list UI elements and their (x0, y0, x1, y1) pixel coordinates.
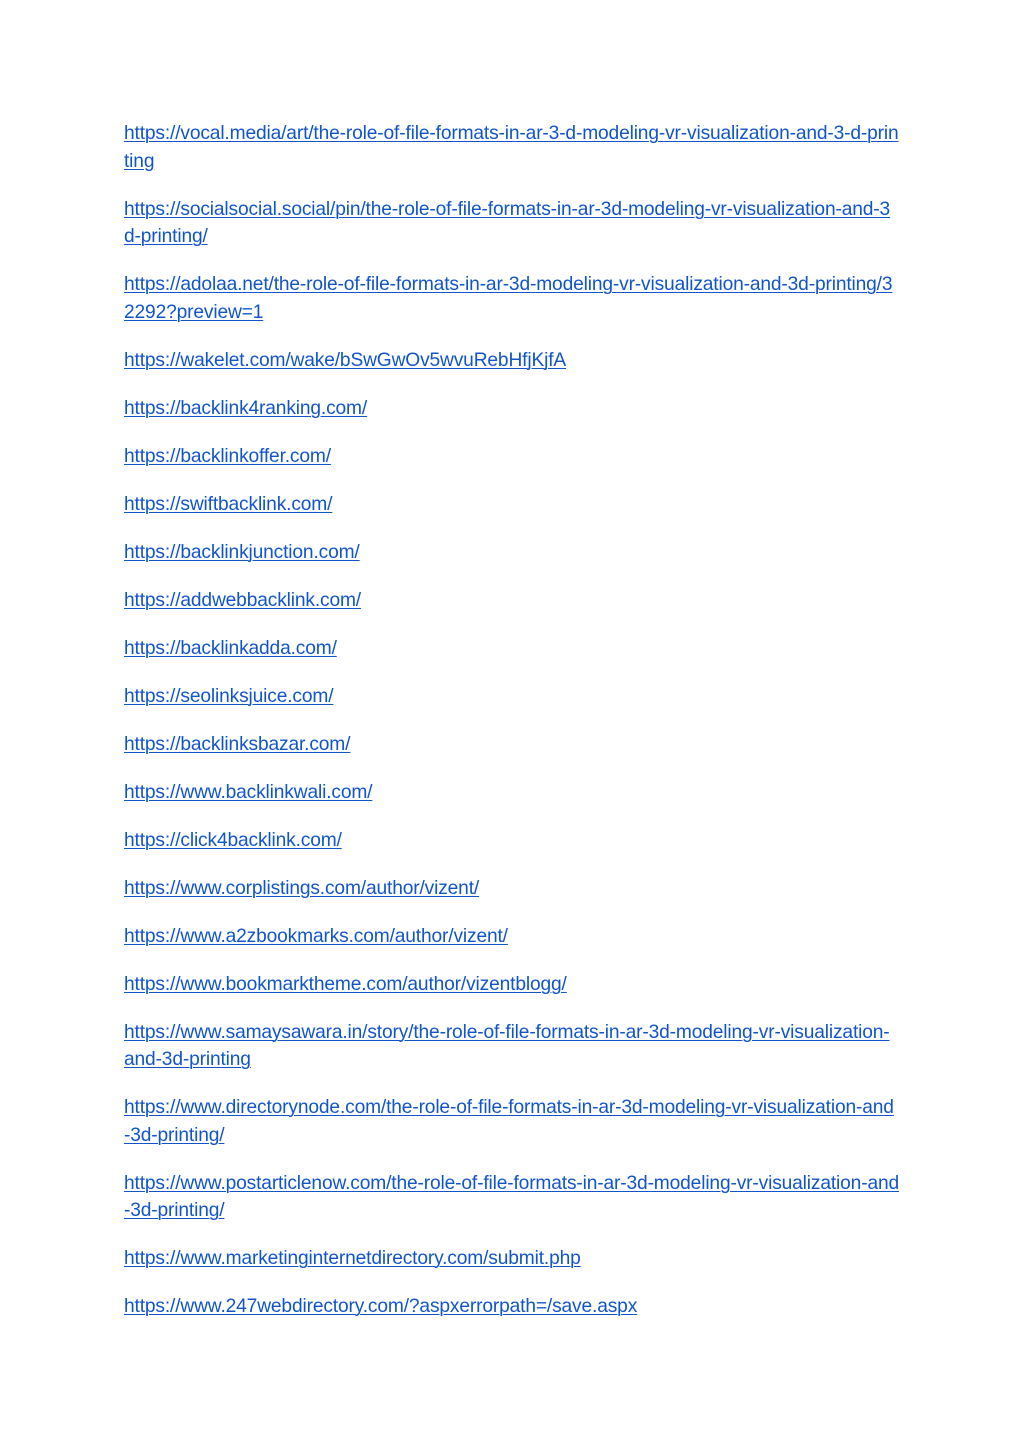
list-item (124, 271, 900, 326)
list-item (124, 347, 900, 375)
link-samaysawara[interactable]: https://www.samaysawara.in/story/the-role-of-file-formats-in-ar-3d-modeling-vr-visualization-and-3d-printing (124, 1021, 890, 1070)
list-item (124, 635, 900, 663)
link-corplistings[interactable]: https://www.corplistings.com/author/vizent/ (124, 877, 480, 899)
link-backlinkjunction[interactable]: https://backlinkjunction.com/ (124, 541, 360, 563)
list-item (124, 196, 900, 251)
list-item (124, 971, 900, 999)
link-vocal-media[interactable]: https://vocal.media/art/the-role-of-file-formats-in-ar-3-d-modeling-vr-visualization-and-3-d-printing (124, 123, 899, 172)
link-marketinginternetdirectory[interactable]: https://www.marketinginternetdirectory.com/submit.php (124, 1248, 581, 1269)
link-directorynode[interactable]: https://www.directorynode.com/the-role-of-file-formats-in-ar-3d-modeling-vr-visualization-and-3d-printing/ (124, 1097, 894, 1146)
link-247webdirectory[interactable]: https://www.247webdirectory.com/?aspxerrorpath=/save.aspx (124, 1296, 638, 1317)
list-item (124, 120, 900, 175)
link-wakelet[interactable]: https://wakelet.com/wake/bSwGwOv5wvuRebHfjKjfA (124, 349, 567, 371)
list-item (124, 923, 900, 951)
link-backlink4ranking[interactable]: https://backlink4ranking.com/ (124, 397, 368, 419)
list-item (124, 875, 900, 903)
list-item (124, 827, 900, 855)
link-swiftbacklink[interactable]: https://swiftbacklink.com/ (124, 493, 333, 515)
link-backlinkadda[interactable]: https://backlinkadda.com/ (124, 637, 337, 659)
list-item (124, 779, 900, 807)
list-item (124, 539, 900, 567)
list-item (124, 1170, 900, 1225)
link-seolinksjuice[interactable]: https://seolinksjuice.com/ (124, 685, 334, 707)
list-item (124, 1293, 900, 1321)
link-addwebbacklink[interactable]: https://addwebbacklink.com/ (124, 589, 361, 611)
list-item (124, 1094, 900, 1149)
link-postarticlenow[interactable]: https://www.postarticlenow.com/the-role-of-file-formats-in-ar-3d-modeling-vr-visualization-and-3d-printing/ (124, 1172, 900, 1221)
link-backlinkoffer[interactable]: https://backlinkoffer.com/ (124, 445, 331, 467)
list-item (124, 683, 900, 711)
link-bookmarktheme[interactable]: https://www.bookmarktheme.com/author/vizentblogg/ (124, 973, 567, 995)
list-item (124, 491, 900, 519)
list-item (124, 731, 900, 759)
link-backlinksbazar[interactable]: https://backlinksbazar.com/ (124, 733, 351, 755)
link-list (124, 120, 900, 1341)
list-item (124, 443, 900, 471)
link-adolaa[interactable]: https://adolaa.net/the-role-of-file-formats-in-ar-3d-modeling-vr-visualization-and-3d-printing/32292?preview=1 (124, 274, 893, 323)
link-click4backlink[interactable]: https://click4backlink.com/ (124, 829, 342, 851)
link-backlinkwali[interactable]: https://www.backlinkwali.com/ (124, 781, 373, 803)
link-socialsocial[interactable]: https://socialsocial.social/pin/the-role-of-file-formats-in-ar-3d-modeling-vr-visualization-and-3d-printing/ (124, 198, 891, 247)
list-item (124, 587, 900, 615)
link-a2zbookmarks[interactable]: https://www.a2zbookmarks.com/author/vizent/ (124, 925, 508, 947)
list-item (124, 1019, 900, 1074)
list-item (124, 1245, 900, 1273)
list-item (124, 395, 900, 423)
